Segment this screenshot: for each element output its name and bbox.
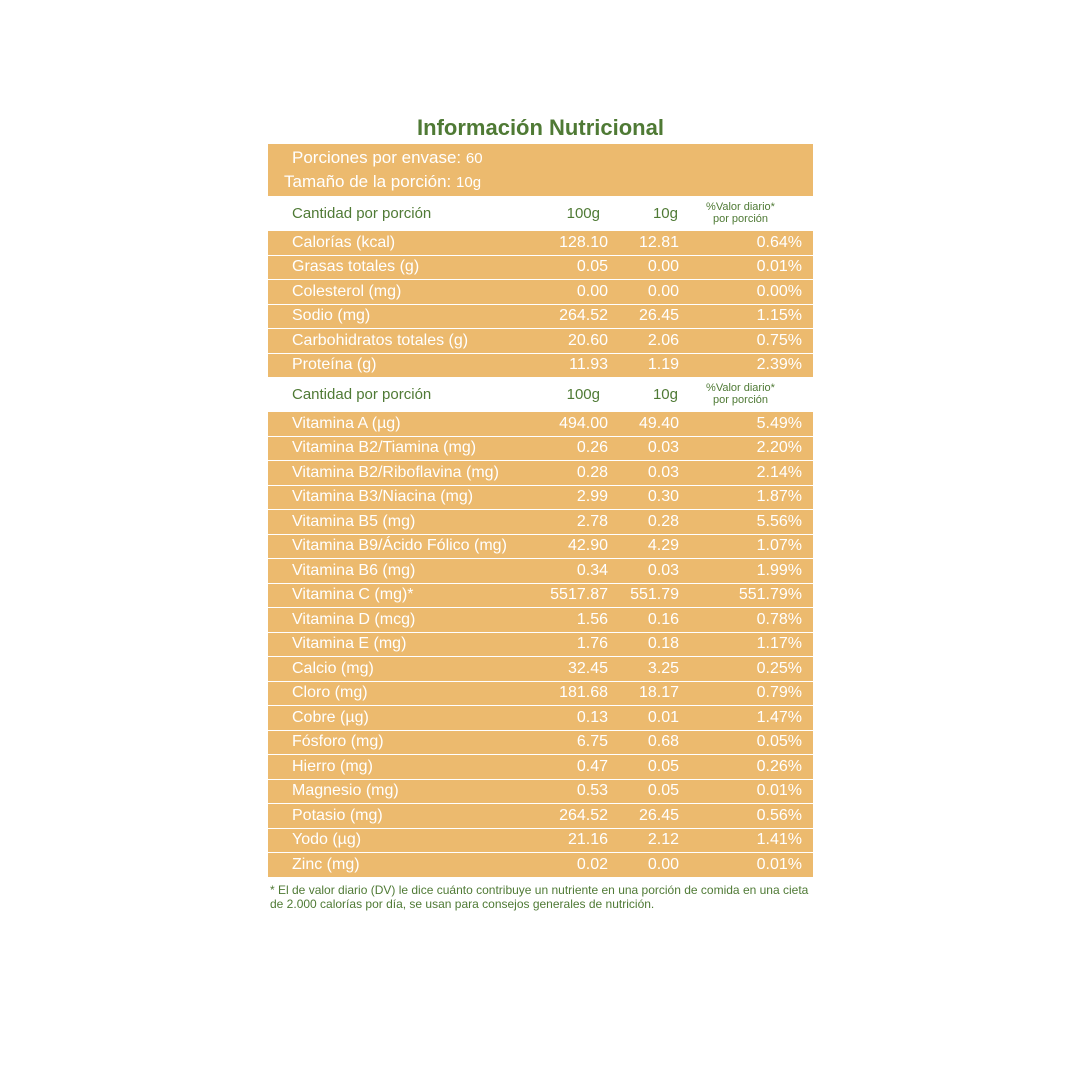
value-per-10g: 26.45 [638, 806, 679, 824]
nutrient-row [268, 436, 813, 461]
value-per-100g: 264.52 [559, 307, 608, 325]
nutrient-name: Vitamina A (µg) [292, 414, 401, 432]
value-per-10g: 0.00 [647, 855, 679, 873]
nutrient-name: Colesterol (mg) [292, 282, 402, 300]
dv-header-line1: %Valor diario* [706, 382, 775, 394]
label-title: Información Nutricional [417, 115, 664, 140]
nutrient-name: Calorías (kcal) [292, 233, 396, 251]
serving-size-label: Tamaño de la porción: [284, 172, 452, 191]
value-per-10g: 0.28 [647, 512, 679, 530]
value-per-10g: 0.05 [647, 782, 679, 800]
per10-header: 10g [652, 204, 678, 222]
nutrient-row [268, 279, 813, 304]
nutrient-name: Zinc (mg) [292, 855, 360, 873]
daily-value: 0.05% [756, 733, 802, 751]
value-per-100g: 494.00 [559, 414, 608, 432]
value-per-10g: 0.00 [647, 282, 679, 300]
daily-value: 0.01% [756, 258, 802, 276]
servings-per-container [292, 148, 483, 168]
dv-header [678, 201, 803, 225]
macros-table [268, 230, 813, 377]
value-per-100g: 0.02 [576, 855, 608, 873]
value-per-100g: 0.00 [576, 282, 608, 300]
nutrition-label [268, 112, 813, 911]
nutrient-row [268, 730, 813, 755]
value-per-10g: 551.79 [630, 586, 679, 604]
nutrient-row [268, 632, 813, 657]
value-per-100g: 20.60 [567, 331, 608, 349]
daily-value: 0.01% [756, 855, 802, 873]
nutrient-row [268, 681, 813, 706]
value-per-100g: 0.34 [576, 561, 608, 579]
nutrient-row [268, 411, 813, 436]
column-header-micros [268, 377, 813, 411]
per10-header: 10g [652, 385, 678, 403]
servings-per-container-value: 60 [465, 150, 483, 167]
dv-header [678, 382, 803, 406]
nutrient-name: Potasio (mg) [292, 806, 383, 824]
value-per-10g: 0.01 [647, 708, 679, 726]
nutrient-name: Hierro (mg) [292, 757, 373, 775]
nutrient-name: Fósforo (mg) [292, 733, 384, 751]
daily-value: 5.56% [756, 512, 802, 530]
micros-table [268, 411, 813, 877]
nutrient-row [268, 828, 813, 853]
nutrient-row [268, 607, 813, 632]
daily-value: 2.20% [756, 439, 802, 457]
amount-header: Cantidad por porción [292, 385, 432, 403]
dv-header-line2: por porción [712, 213, 769, 225]
servings-band [268, 144, 813, 196]
column-header-macros [268, 196, 813, 230]
value-per-10g: 2.12 [647, 831, 679, 849]
daily-value: 1.07% [756, 537, 802, 555]
value-per-10g: 0.00 [647, 258, 679, 276]
value-per-10g: 18.17 [638, 684, 679, 702]
value-per-100g: 5517.87 [550, 586, 608, 604]
per100-header: 100g [566, 204, 600, 222]
value-per-100g: 2.99 [576, 488, 608, 506]
daily-value: 1.41% [756, 831, 802, 849]
value-per-10g: 49.40 [638, 414, 679, 432]
nutrient-row [268, 304, 813, 329]
value-per-100g: 264.52 [559, 806, 608, 824]
nutrient-row [268, 656, 813, 681]
nutrient-row [268, 460, 813, 485]
daily-value: 0.64% [756, 233, 802, 251]
value-per-100g: 1.56 [576, 610, 608, 628]
nutrient-row [268, 803, 813, 828]
value-per-100g: 1.76 [576, 635, 608, 653]
daily-value: 5.49% [756, 414, 802, 432]
daily-value: 0.78% [756, 610, 802, 628]
value-per-10g: 0.30 [647, 488, 679, 506]
nutrient-row [268, 328, 813, 353]
daily-value: 1.15% [756, 307, 802, 325]
value-per-100g: 42.90 [567, 537, 608, 555]
value-per-100g: 21.16 [567, 831, 608, 849]
daily-value: 2.14% [756, 463, 802, 481]
nutrient-name: Vitamina B5 (mg) [292, 512, 416, 530]
nutrient-name: Magnesio (mg) [292, 782, 399, 800]
value-per-100g: 0.28 [576, 463, 608, 481]
value-per-100g: 11.93 [569, 356, 608, 374]
nutrient-row [268, 583, 813, 608]
value-per-100g: 0.53 [576, 782, 608, 800]
nutrient-name: Cloro (mg) [292, 684, 368, 702]
value-per-100g: 181.68 [559, 684, 608, 702]
value-per-10g: 2.06 [647, 331, 679, 349]
dv-header-line1: %Valor diario* [706, 201, 775, 213]
value-per-100g: 0.05 [576, 258, 608, 276]
value-per-100g: 32.45 [567, 659, 608, 677]
value-per-100g: 0.13 [576, 708, 608, 726]
daily-value: 0.56% [756, 806, 802, 824]
daily-value: 0.00% [756, 282, 802, 300]
daily-value: 0.01% [756, 782, 802, 800]
value-per-10g: 0.03 [647, 561, 679, 579]
daily-value: 0.75% [756, 331, 802, 349]
nutrient-name: Calcio (mg) [292, 659, 374, 677]
nutrient-row [268, 230, 813, 255]
nutrient-row [268, 754, 813, 779]
dv-header-line2: por porción [712, 394, 769, 406]
value-per-10g: 3.25 [647, 659, 679, 677]
nutrient-name: Vitamina B2/Tiamina (mg) [292, 439, 477, 457]
nutrient-row [268, 534, 813, 559]
daily-value: 1.99% [756, 561, 802, 579]
daily-value: 0.79% [756, 684, 802, 702]
daily-value: 1.17% [756, 635, 802, 653]
servings-per-container-label: Porciones por envase: [292, 148, 462, 167]
daily-value: 2.39% [756, 356, 802, 374]
serving-size-value: 10g [456, 174, 482, 191]
value-per-10g: 12.81 [638, 233, 679, 251]
nutrient-name: Yodo (µg) [292, 831, 362, 849]
value-per-10g: 0.16 [647, 610, 679, 628]
value-per-100g: 0.47 [576, 757, 608, 775]
nutrient-name: Carbohidratos totales (g) [292, 331, 469, 349]
daily-value: 0.25% [756, 659, 802, 677]
value-per-10g: 0.18 [647, 635, 679, 653]
value-per-100g: 6.75 [576, 733, 608, 751]
nutrient-name: Grasas totales (g) [292, 258, 420, 276]
value-per-100g: 128.10 [559, 233, 608, 251]
nutrient-name: Vitamina B2/Riboflavina (mg) [292, 463, 499, 481]
daily-value: 0.26% [756, 757, 802, 775]
value-per-10g: 0.03 [647, 463, 679, 481]
nutrient-row [268, 485, 813, 510]
daily-value: 1.87% [756, 488, 802, 506]
nutrient-name: Vitamina B3/Niacina (mg) [292, 488, 474, 506]
value-per-10g: 0.05 [647, 757, 679, 775]
nutrient-row [268, 779, 813, 804]
value-per-100g: 2.78 [576, 512, 608, 530]
nutrient-name: Proteína (g) [292, 356, 377, 374]
nutrient-name: Vitamina C (mg)* [292, 586, 414, 604]
nutrient-name: Vitamina B6 (mg) [292, 561, 416, 579]
nutrient-row [268, 705, 813, 730]
nutrient-row [268, 852, 813, 877]
nutrient-name: Vitamina B9/Ácido Fólico (mg) [292, 537, 507, 555]
nutrient-row [268, 509, 813, 534]
nutrient-row [268, 255, 813, 280]
nutrient-name: Cobre (µg) [292, 708, 369, 726]
value-per-10g: 4.29 [647, 537, 679, 555]
serving-size [284, 172, 481, 192]
nutrient-row [268, 353, 813, 378]
amount-header: Cantidad por porción [292, 204, 432, 222]
value-per-10g: 1.19 [647, 356, 679, 374]
nutrient-name: Vitamina E (mg) [292, 635, 407, 653]
daily-value: 1.47% [756, 708, 802, 726]
nutrient-name: Sodio (mg) [292, 307, 371, 325]
value-per-10g: 0.68 [647, 733, 679, 751]
value-per-100g: 0.26 [576, 439, 608, 457]
nutrient-row [268, 558, 813, 583]
value-per-10g: 26.45 [638, 307, 679, 325]
footnote: * El de valor diario (DV) le dice cuánto contribuye un nutriente en una porción de comida en una cieta de 2.000 calorías por día, se usan para consejos generales de nutrición. [270, 882, 809, 911]
per100-header: 100g [566, 385, 600, 403]
value-per-10g: 0.03 [647, 439, 679, 457]
nutrient-name: Vitamina D (mcg) [292, 610, 416, 628]
daily-value: 551.79% [738, 586, 802, 604]
